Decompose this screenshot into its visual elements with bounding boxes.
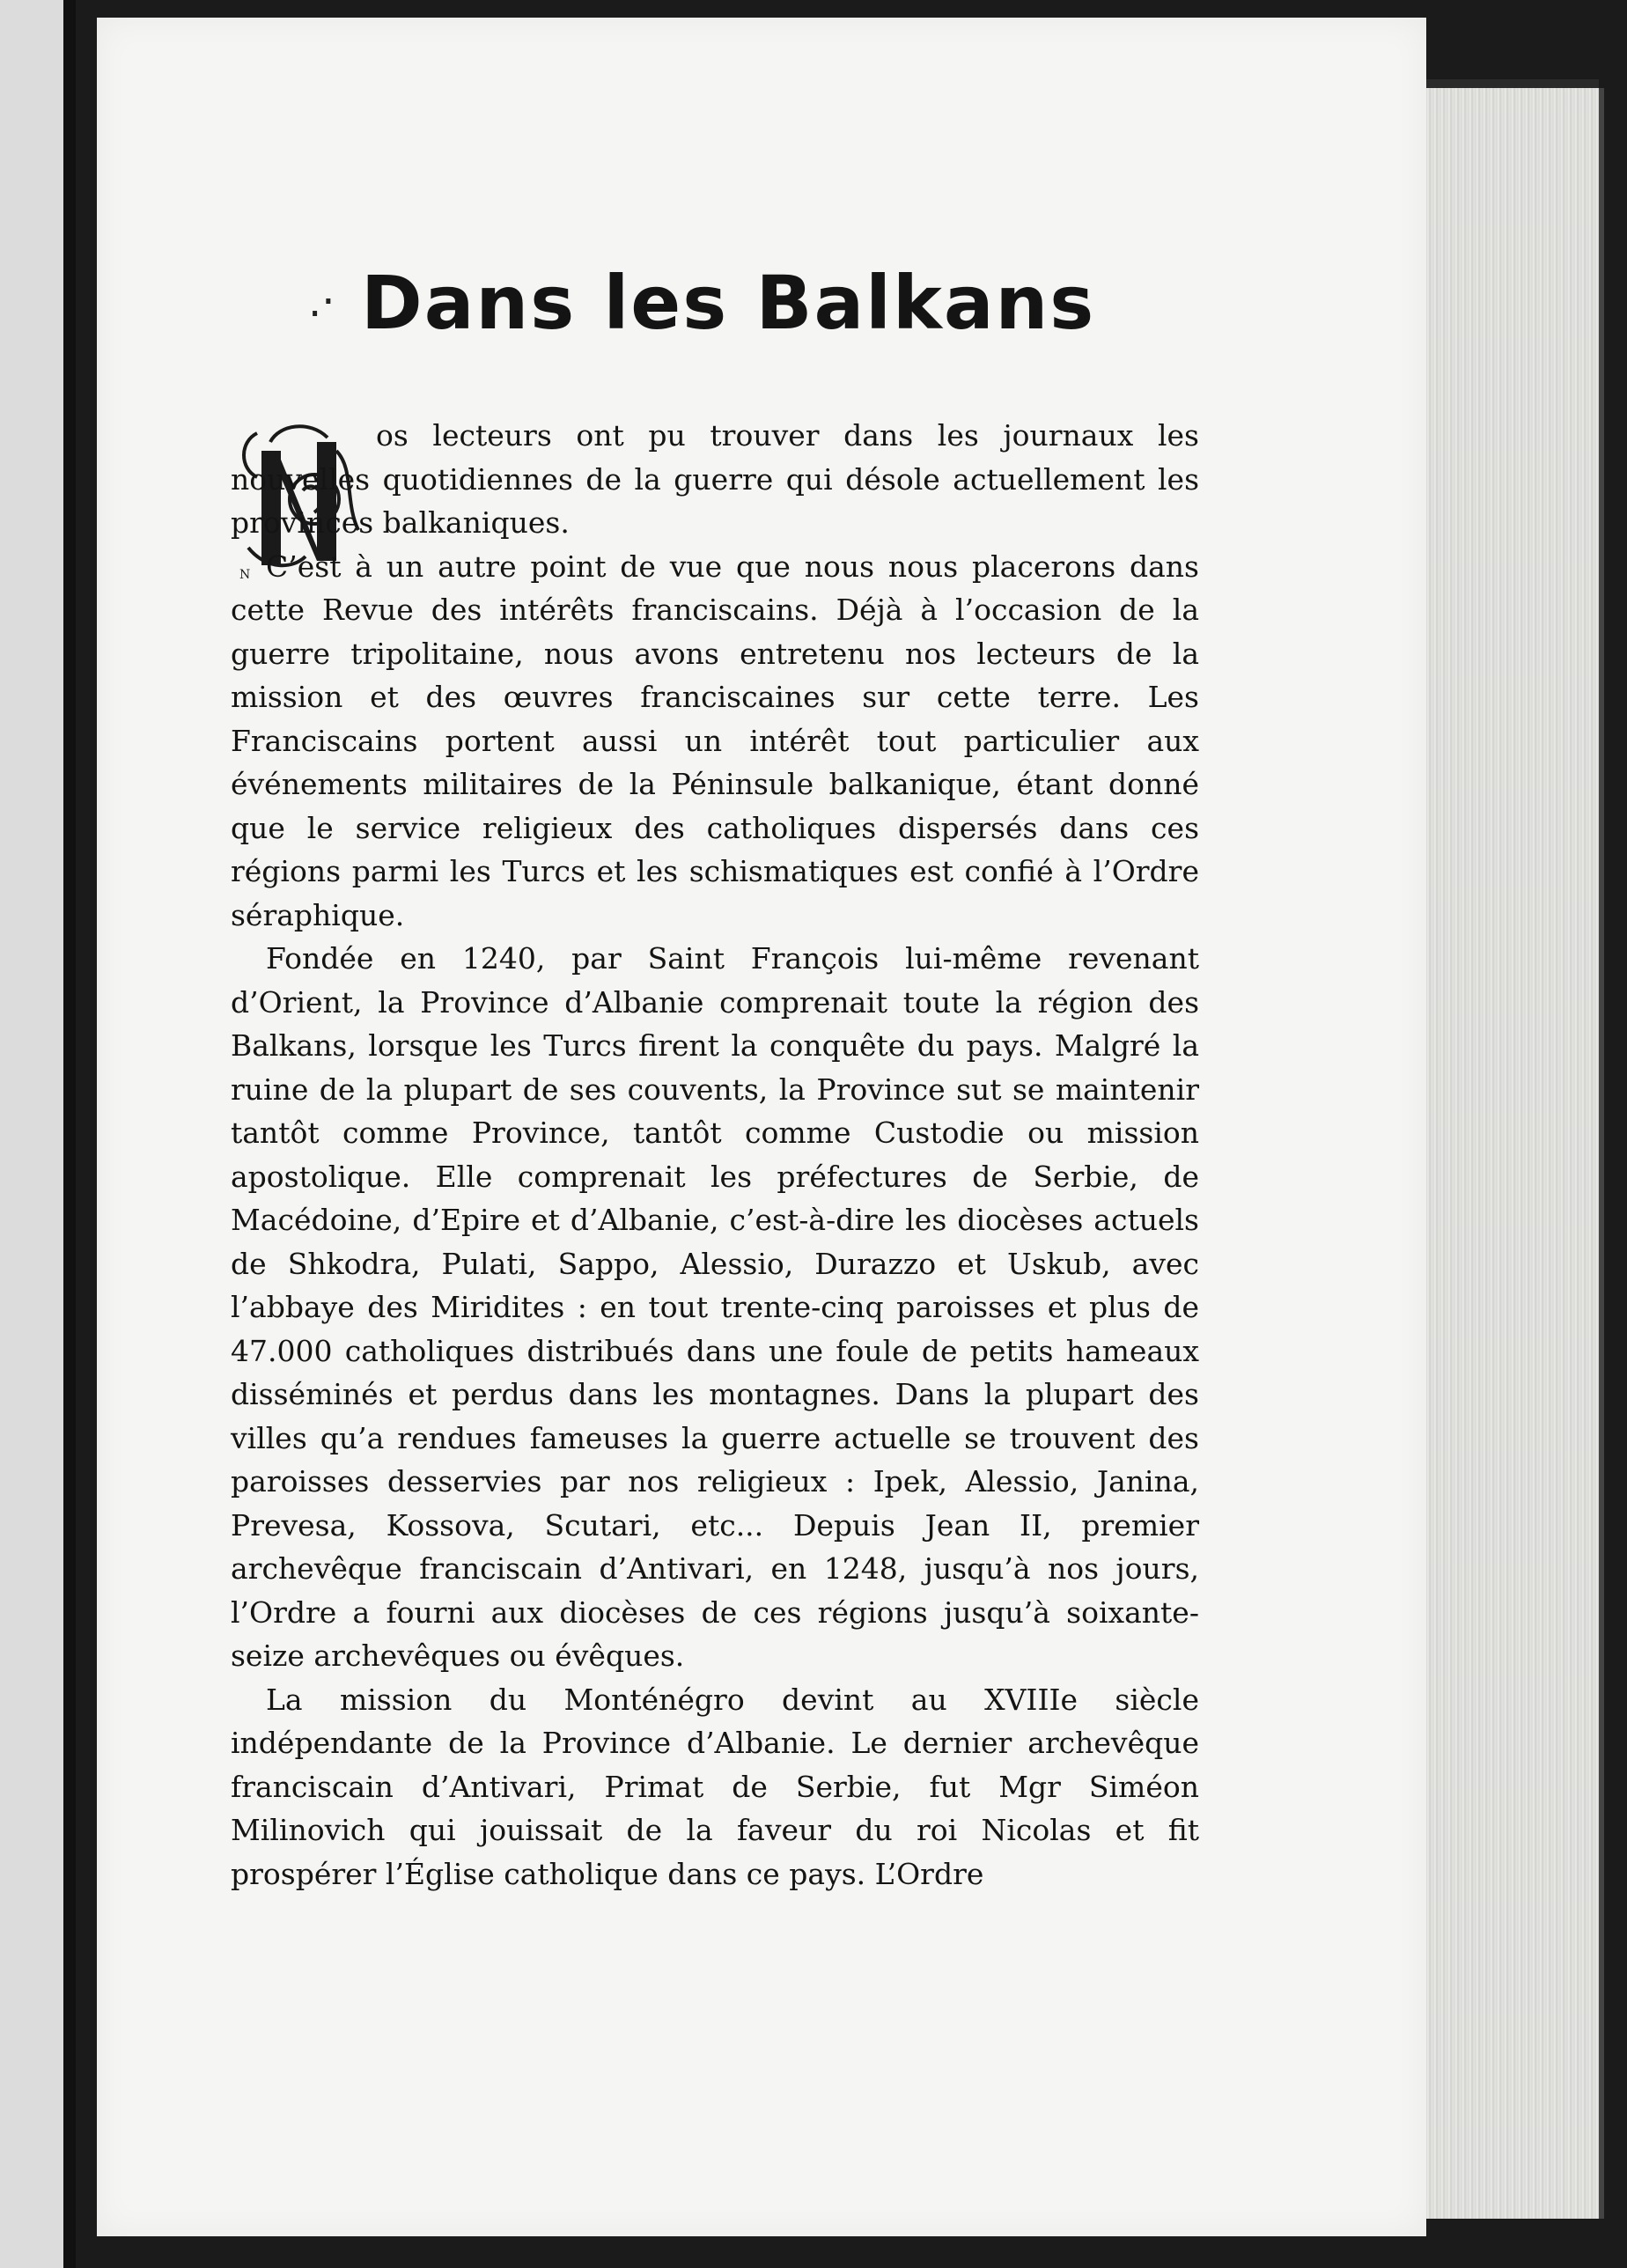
paragraph-4: La mission du Monténégro devint au XVIIIe siècle indépendante de la Province d’Albanie. Le dernier archevêque franciscain d’Antivari, Primat de Serbie, fut Mgr Siméon Milinovich qui jouissait de la faveur du roi Nicolas et fit prospérer l’Église catholique dans ce pays. L’Ordre (231, 1682, 1199, 1891)
page-stack-edge (1396, 88, 1604, 2219)
paragraph-2: C’est à un autre point de vue que nous nous placerons dans cette Revue des intérêts franciscains. Déjà à l’occasion de la guerre tripolitaine, nous avons entretenu nos lecteurs de la mission et des œuvres franciscaines sur cette terre. Les Franciscains portent aussi un intérêt tout particulier aux événements militaires de la Péninsule balkanique, étant donné que le service religieux des catholiques dispersés dans ces régions parmi les Turcs et les schismatiques est confié à l’Ordre séraphique. (231, 549, 1199, 932)
paragraph-1: os lecteurs ont pu trouver dans les journaux les nouvelles quotidiennes de la guerre qui désole actuellement les provinces balkaniques. (231, 418, 1199, 540)
article-body (231, 414, 1199, 1896)
article-title: Dans les Balkans (361, 260, 1096, 346)
title-ornament: .· (308, 277, 335, 327)
paragraph-3: Fondée en 1240, par Saint François lui-même revenant d’Orient, la Province d’Albanie comprenait toute la région des Balkans, lorsque les Turcs firent la conquête du pays. Malgré la ruine de la plupart de ses couvents, la Province sut se maintenir tantôt comme Province, tantôt comme Custodie ou mission apostolique. Elle comprenait les préfectures de Serbie, de Macédoine, d’Epire et d’Albanie, c’est-à-dire les diocèses actuels de Shkodra, Pulati, Sappo, Alessio, Durazzo et Uskub, avec l’abbaye des Miridites : en tout trente-cinq paroisses et plus de 47.000 catholiques distribués dans une foule de petits hameaux disséminés et perdus dans les montagnes. Dans la plupart des villes qu’a rendues fameuses la guerre actuelle se trouvent des paroisses desservies par nos religieux : Ipek, Alessio, Janina, Prevesa, Kossova, Scutari, etc... Depuis Jean II, premier archevêque franciscain d’Antivari, en 1248, jusqu’à nos jours, l’Ordre a fourni aux diocèses de ces régions jusqu’à soixante-seize archevêques ou évêques. (231, 941, 1199, 1673)
dropcap-letter: N (239, 568, 251, 582)
adjacent-page-edge (0, 0, 76, 2268)
